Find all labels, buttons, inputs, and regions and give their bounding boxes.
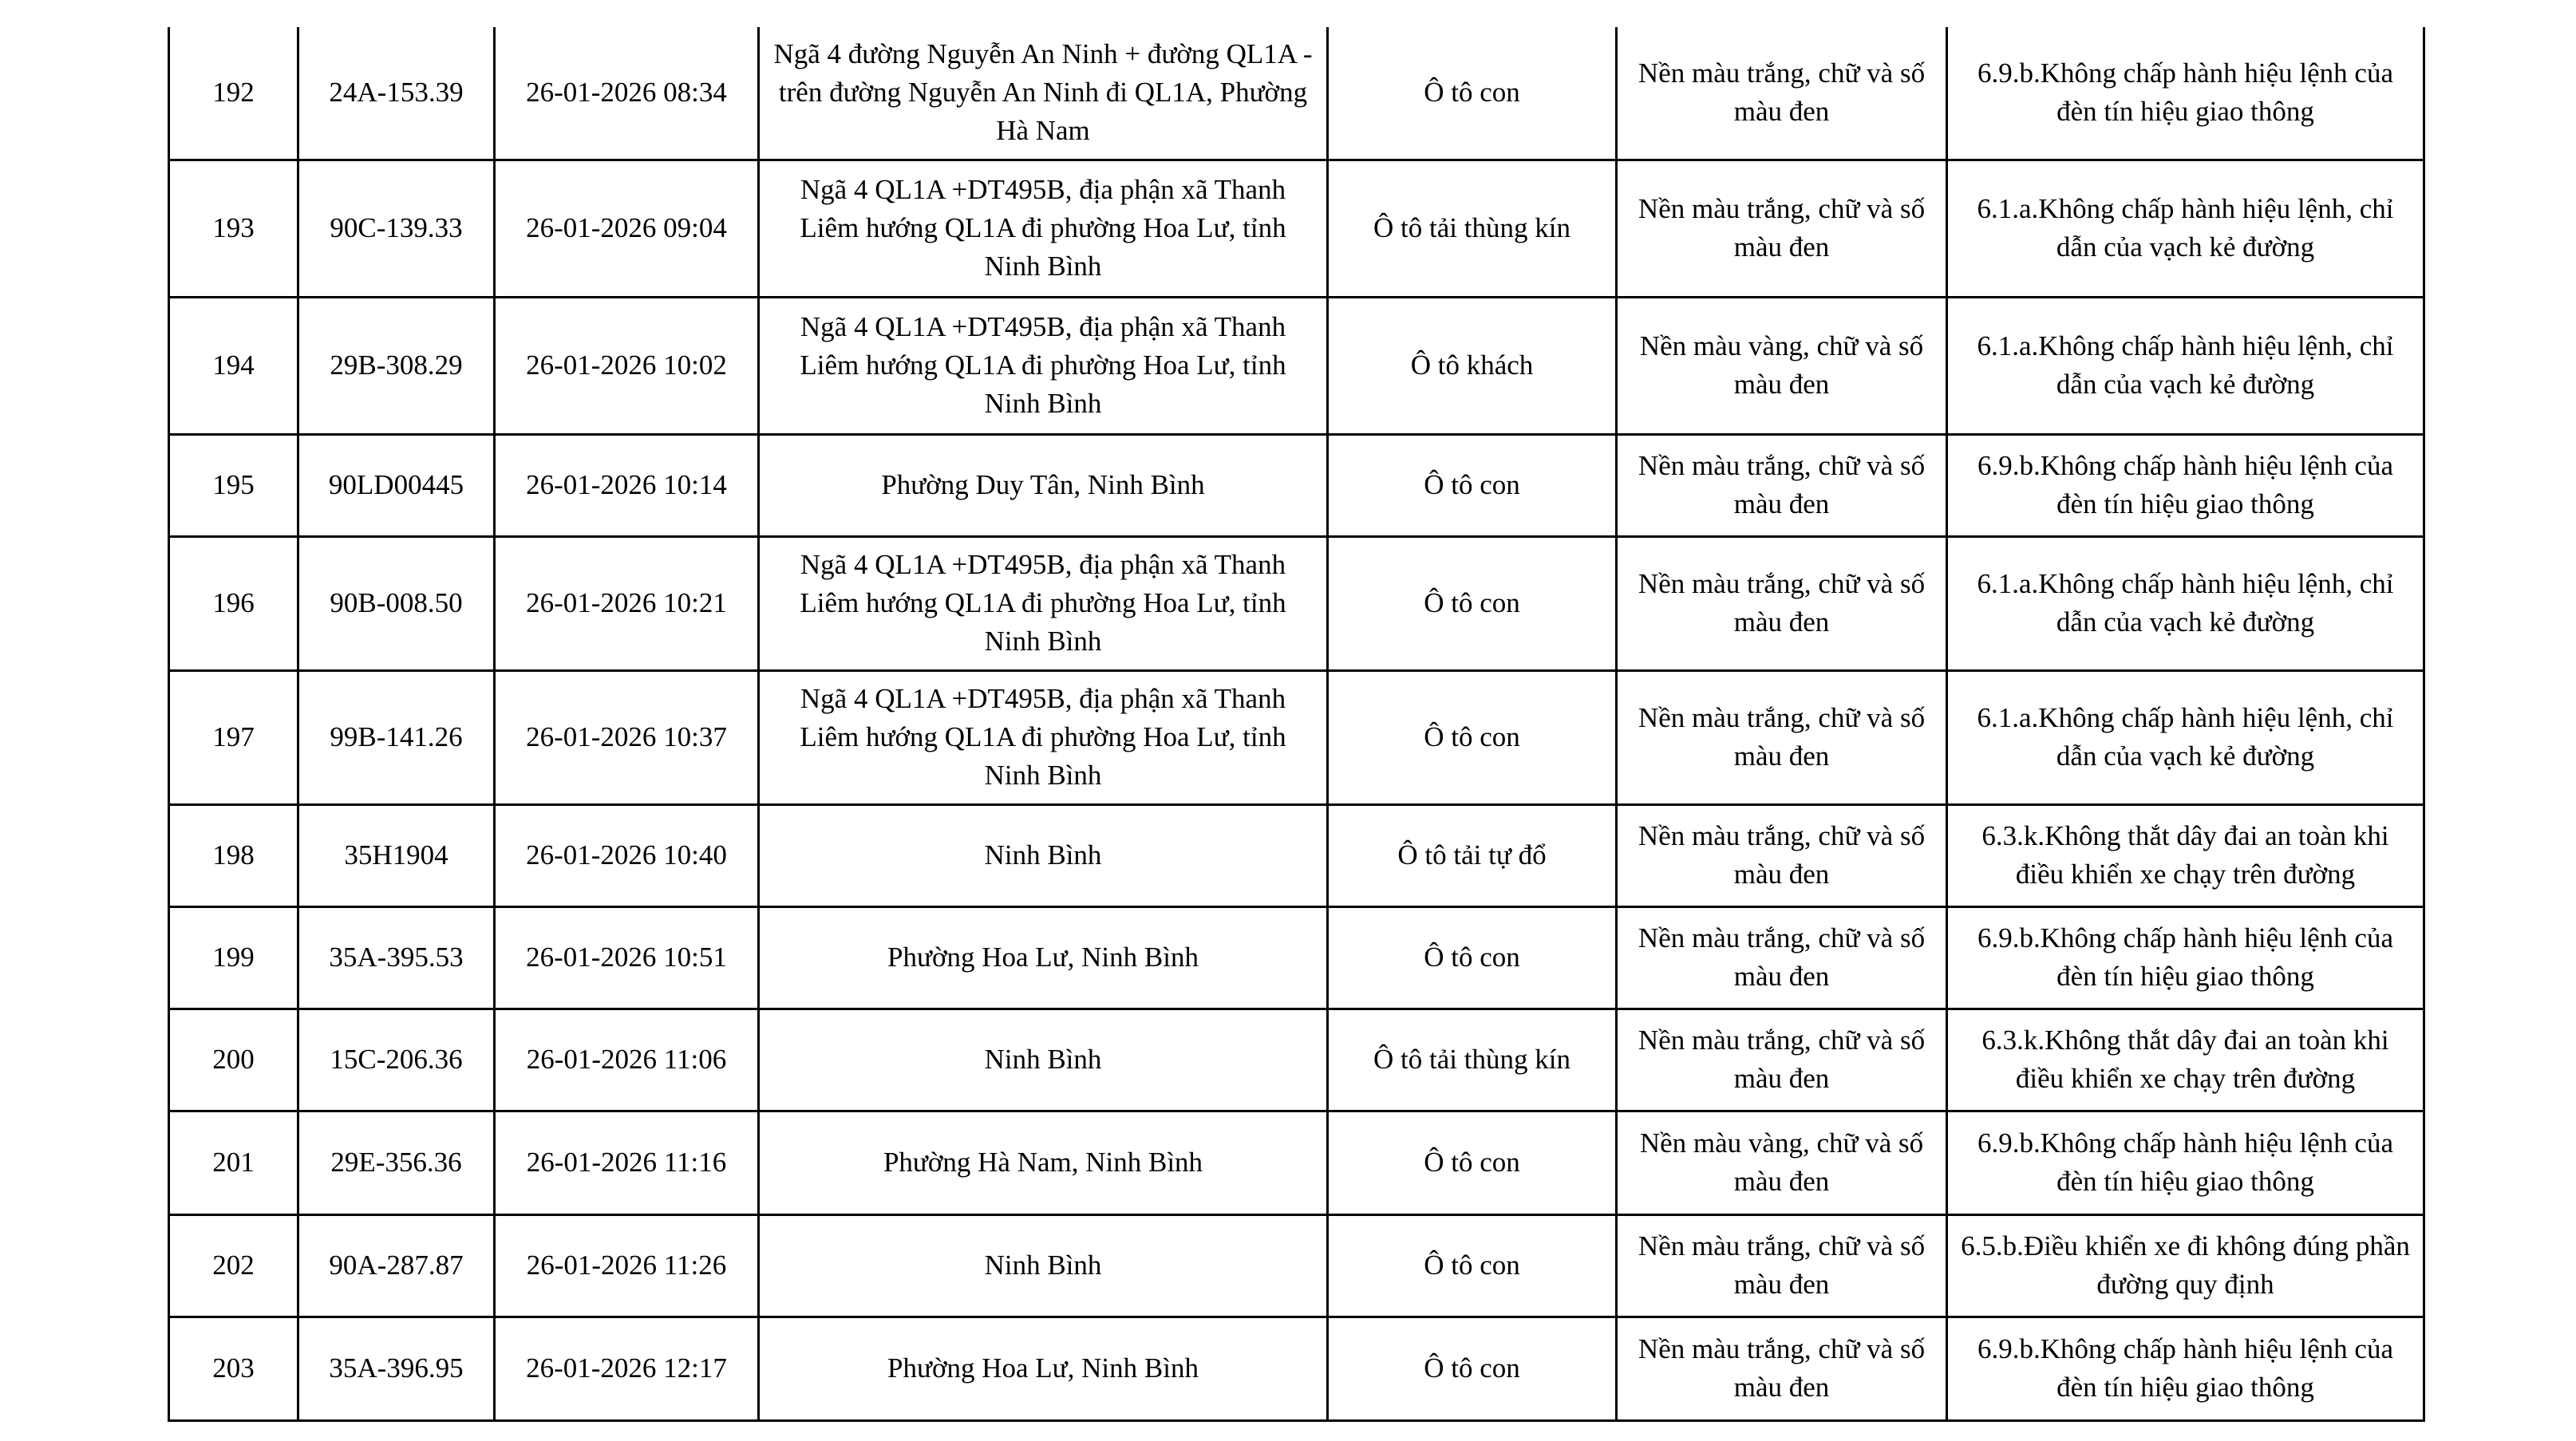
license-plate: 90B-008.50	[298, 536, 495, 670]
license-plate: 15C-206.36	[298, 1009, 495, 1111]
table-row	[169, 297, 2424, 434]
violation-description: 6.9.b.Không chấp hành hiệu lệnh của đèn tín hiệu giao thông	[1947, 1111, 2424, 1214]
plate-color: Nền màu trắng, chữ và số màu đen	[1617, 670, 1947, 804]
violation-description: 6.5.b.Điều khiển xe đi không đúng phần đường quy định	[1947, 1214, 2424, 1317]
license-plate: 35A-396.95	[298, 1317, 495, 1420]
table-row	[169, 536, 2424, 670]
row-number: 198	[169, 804, 298, 906]
violation-description: 6.1.a.Không chấp hành hiệu lệnh, chỉ dẫn của vạch kẻ đường	[1947, 670, 2424, 804]
violation-time: 26-01-2026 10:21	[495, 536, 759, 670]
vehicle-type: Ô tô con	[1328, 906, 1617, 1009]
license-plate: 35H1904	[298, 804, 495, 906]
plate-color: Nền màu trắng, chữ và số màu đen	[1617, 160, 1947, 297]
violation-location: Ninh Bình	[759, 1214, 1328, 1317]
violation-location: Phường Duy Tân, Ninh Bình	[759, 434, 1328, 536]
violation-time: 26-01-2026 10:40	[495, 804, 759, 906]
plate-color: Nền màu trắng, chữ và số màu đen	[1617, 536, 1947, 670]
row-number: 192	[169, 27, 298, 160]
vehicle-type: Ô tô con	[1328, 27, 1617, 160]
license-plate: 29E-356.36	[298, 1111, 495, 1214]
row-number: 193	[169, 160, 298, 297]
table-row	[169, 906, 2424, 1009]
plate-color: Nền màu trắng, chữ và số màu đen	[1617, 906, 1947, 1009]
violation-location: Ninh Bình	[759, 1009, 1328, 1111]
violation-description: 6.9.b.Không chấp hành hiệu lệnh của đèn tín hiệu giao thông	[1947, 434, 2424, 536]
violation-description: 6.1.a.Không chấp hành hiệu lệnh, chỉ dẫn của vạch kẻ đường	[1947, 297, 2424, 434]
violation-time: 26-01-2026 10:02	[495, 297, 759, 434]
vehicle-type: Ô tô con	[1328, 536, 1617, 670]
violations-table-body	[169, 27, 2424, 1420]
violation-time: 26-01-2026 09:04	[495, 160, 759, 297]
violation-location: Ninh Bình	[759, 804, 1328, 906]
vehicle-type: Ô tô tải thùng kín	[1328, 160, 1617, 297]
vehicle-type: Ô tô tải tự đổ	[1328, 804, 1617, 906]
violation-description: 6.3.k.Không thắt dây đai an toàn khi điều khiển xe chạy trên đường	[1947, 1009, 2424, 1111]
violation-location: Ngã 4 QL1A +DT495B, địa phận xã Thanh Liêm hướng QL1A đi phường Hoa Lư, tỉnh Ninh Bình	[759, 297, 1328, 434]
row-number: 197	[169, 670, 298, 804]
license-plate: 90LD00445	[298, 434, 495, 536]
violation-time: 26-01-2026 08:34	[495, 27, 759, 160]
violation-location: Phường Hà Nam, Ninh Bình	[759, 1111, 1328, 1214]
table-row	[169, 670, 2424, 804]
vehicle-type: Ô tô con	[1328, 434, 1617, 536]
table-row	[169, 1009, 2424, 1111]
license-plate: 29B-308.29	[298, 297, 495, 434]
row-number: 201	[169, 1111, 298, 1214]
vehicle-type: Ô tô con	[1328, 1317, 1617, 1420]
violation-location: Phường Hoa Lư, Ninh Bình	[759, 1317, 1328, 1420]
table-row	[169, 1214, 2424, 1317]
violation-description: 6.9.b.Không chấp hành hiệu lệnh của đèn tín hiệu giao thông	[1947, 27, 2424, 160]
violation-time: 26-01-2026 10:51	[495, 906, 759, 1009]
violations-table	[168, 27, 2425, 1422]
violation-description: 6.3.k.Không thắt dây đai an toàn khi điều khiển xe chạy trên đường	[1947, 804, 2424, 906]
plate-color: Nền màu vàng, chữ và số màu đen	[1617, 1111, 1947, 1214]
violation-description: 6.9.b.Không chấp hành hiệu lệnh của đèn tín hiệu giao thông	[1947, 1317, 2424, 1420]
violation-description: 6.1.a.Không chấp hành hiệu lệnh, chỉ dẫn của vạch kẻ đường	[1947, 160, 2424, 297]
violation-location: Ngã 4 QL1A +DT495B, địa phận xã Thanh Liêm hướng QL1A đi phường Hoa Lư, tỉnh Ninh Bình	[759, 536, 1328, 670]
plate-color: Nền màu trắng, chữ và số màu đen	[1617, 1214, 1947, 1317]
table-row	[169, 1111, 2424, 1214]
table-row	[169, 160, 2424, 297]
license-plate: 90A-287.87	[298, 1214, 495, 1317]
vehicle-type: Ô tô con	[1328, 1111, 1617, 1214]
row-number: 196	[169, 536, 298, 670]
plate-color: Nền màu trắng, chữ và số màu đen	[1617, 1009, 1947, 1111]
vehicle-type: Ô tô tải thùng kín	[1328, 1009, 1617, 1111]
plate-color: Nền màu trắng, chữ và số màu đen	[1617, 1317, 1947, 1420]
vehicle-type: Ô tô khách	[1328, 297, 1617, 434]
plate-color: Nền màu trắng, chữ và số màu đen	[1617, 804, 1947, 906]
violation-time: 26-01-2026 12:17	[495, 1317, 759, 1420]
row-number: 199	[169, 906, 298, 1009]
table-row	[169, 1317, 2424, 1420]
violation-time: 26-01-2026 11:06	[495, 1009, 759, 1111]
table-row	[169, 27, 2424, 160]
row-number: 203	[169, 1317, 298, 1420]
license-plate: 35A-395.53	[298, 906, 495, 1009]
violation-location: Ngã 4 đường Nguyễn An Ninh + đường QL1A - trên đường Nguyễn An Ninh đi QL1A, Phường Hà Nam	[759, 27, 1328, 160]
row-number: 195	[169, 434, 298, 536]
violation-location: Phường Hoa Lư, Ninh Bình	[759, 906, 1328, 1009]
plate-color: Nền màu trắng, chữ và số màu đen	[1617, 434, 1947, 536]
plate-color: Nền màu vàng, chữ và số màu đen	[1617, 297, 1947, 434]
violation-time: 26-01-2026 10:14	[495, 434, 759, 536]
vehicle-type: Ô tô con	[1328, 670, 1617, 804]
violation-time: 26-01-2026 11:26	[495, 1214, 759, 1317]
license-plate: 24A-153.39	[298, 27, 495, 160]
table-row	[169, 434, 2424, 536]
violation-location: Ngã 4 QL1A +DT495B, địa phận xã Thanh Liêm hướng QL1A đi phường Hoa Lư, tỉnh Ninh Bình	[759, 670, 1328, 804]
vehicle-type: Ô tô con	[1328, 1214, 1617, 1317]
license-plate: 99B-141.26	[298, 670, 495, 804]
violation-time: 26-01-2026 10:37	[495, 670, 759, 804]
row-number: 200	[169, 1009, 298, 1111]
license-plate: 90C-139.33	[298, 160, 495, 297]
violation-time: 26-01-2026 11:16	[495, 1111, 759, 1214]
violation-description: 6.9.b.Không chấp hành hiệu lệnh của đèn tín hiệu giao thông	[1947, 906, 2424, 1009]
row-number: 202	[169, 1214, 298, 1317]
violation-location: Ngã 4 QL1A +DT495B, địa phận xã Thanh Liêm hướng QL1A đi phường Hoa Lư, tỉnh Ninh Bình	[759, 160, 1328, 297]
violation-description: 6.1.a.Không chấp hành hiệu lệnh, chỉ dẫn của vạch kẻ đường	[1947, 536, 2424, 670]
plate-color: Nền màu trắng, chữ và số màu đen	[1617, 27, 1947, 160]
row-number: 194	[169, 297, 298, 434]
table-row	[169, 804, 2424, 906]
